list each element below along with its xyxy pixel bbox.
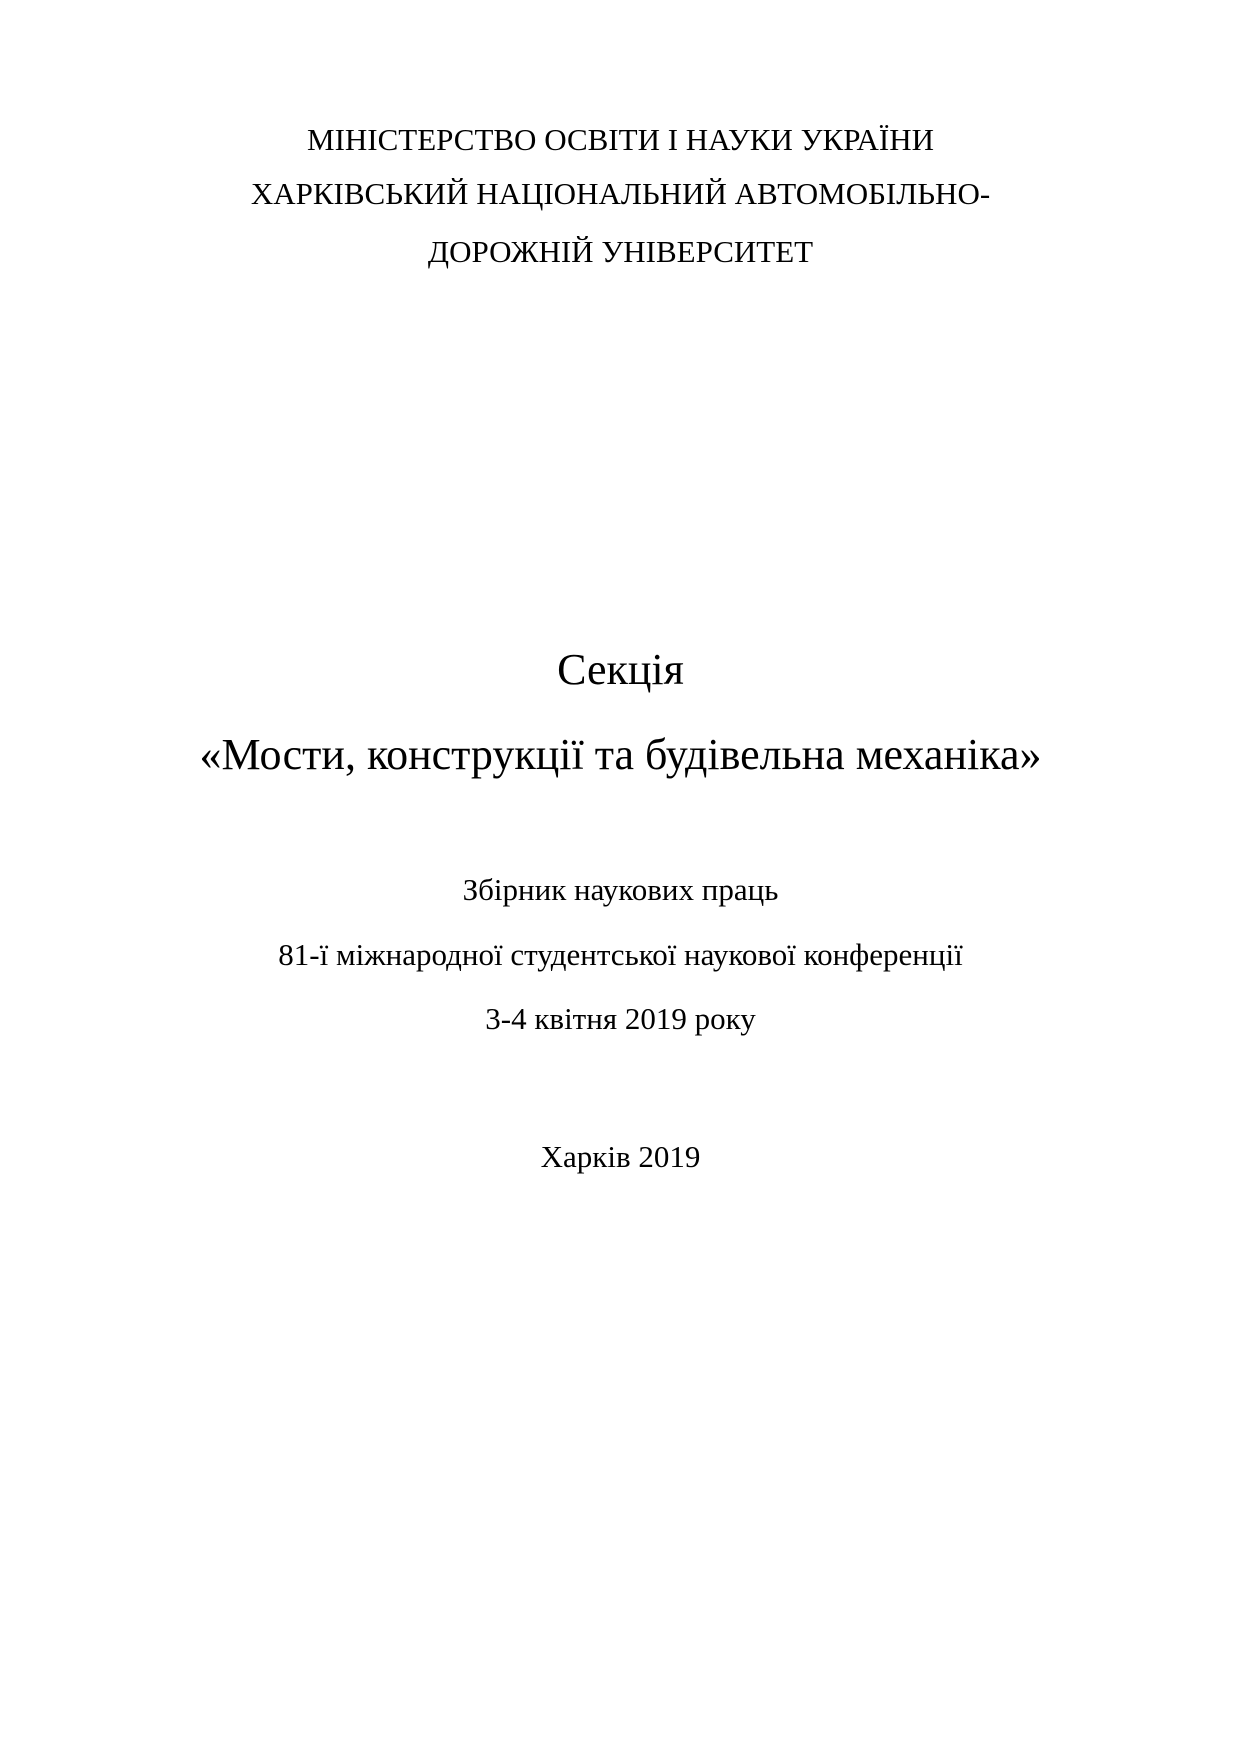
university-name-line1: ХАРКІВСЬКИЙ НАЦІОНАЛЬНИЙ АВТОМОБІЛЬНО- [250, 176, 991, 211]
conference-date: 3-4 квітня 2019 року [485, 1001, 756, 1036]
section-title: «Мости, конструкції та будівельна механіка» [199, 730, 1042, 779]
conference-name: 81-ї міжнародної студентської наукової конференції [278, 937, 963, 972]
university-name-line2: ДОРОЖНІЙ УНІВЕРСИТЕТ [427, 234, 814, 269]
section-label: Секція [557, 645, 684, 694]
place-year: Харків 2019 [540, 1139, 701, 1174]
collection-title: Збірник наукових праць [462, 872, 779, 907]
ministry-heading: МІНІСТЕРСТВО ОСВІТИ І НАУКИ УКРАЇНИ [307, 122, 934, 157]
